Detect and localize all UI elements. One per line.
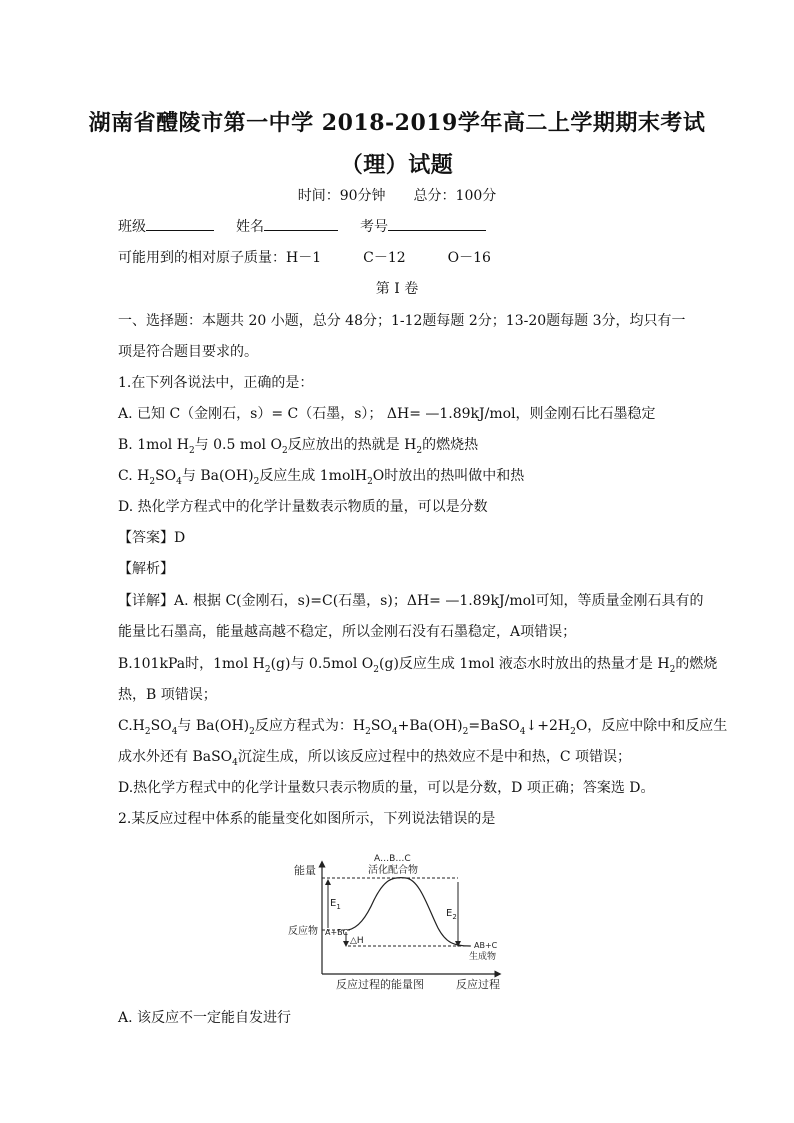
energy-diagram [288,848,510,998]
complex-label: 活化配合物 [368,865,418,876]
q1-detail-b-2: 热，B 项错误； [118,687,217,703]
e1-label: $E_1$ [330,898,341,911]
class-label: 班级 [118,219,146,235]
product-label: 生成物 [469,952,497,962]
number-label: 考号 [360,219,388,235]
reactant-label: 反应物 [288,926,318,937]
name-blank[interactable] [264,216,338,231]
product-formula: AB+C [474,941,498,950]
q1-option-a: A. 已知 C（金刚石，s）= C（石墨，s）； ΔH= —1.89kJ/mol，则金刚石比石墨稳定 [118,406,656,422]
dh-label: △H [350,936,364,946]
energy-diagram-svg [288,848,510,998]
q1-answer: 【答案】D [118,530,186,546]
class-blank[interactable] [146,216,214,231]
q1-detail-c-2: 成水外还有 BaSO$_4$沉淀生成，所以该反应过程中的热效应不是中和热，C 项错误； [118,749,632,768]
exam-title-line-1: 湖南省醴陵市第一中学 2018-2019学年高二上学期期末考试 [88,110,706,136]
q1-analysis-label: 【解析】 [118,561,174,577]
q1-option-b: B. 1mol $H_2$与 0.5 mol $O_2$反应放出的热就是 $H_2$的燃烧热 [118,437,479,456]
e2-label: $E_2$ [446,908,457,921]
top-label: A…B…C [374,854,411,864]
figure-caption: 反应过程的能量图 [336,978,424,991]
q1-detail-a-2: 能量比石墨高，能量越高越不稳定，所以金刚石没有石墨稳定，A项错误； [118,624,577,640]
y-axis-label: 能量 [294,864,316,877]
q1-detail-a-1: 【详解】A. 根据 C(金刚石，s)=C(石墨，s)；ΔH= —1.89kJ/mol可知，等质量金刚石具有的 [118,593,704,609]
reactant-formula: A+BC [325,928,349,937]
q1-stem: 1.在下列各说法中，正确的是： [118,375,314,391]
time-info: 时间：90分钟 总分：100分 [297,188,497,204]
q2-stem: 2.某反应过程中体系的能量变化如图所示，下列说法错误的是 [118,811,496,827]
q1-detail-c-1: $C.H_2SO_4$与 $Ba(OH)_2$反应方程式为：$H_2SO_4+Ba(OH)_2=BaSO_4↓+2H_2O$，反应中除中和反应生 [118,718,728,737]
q1-detail-d: D.热化学方程式中的化学计量数只表示物质的量，可以是分数，D 项正确；答案选 D。 [118,780,655,796]
x-axis-label: 反应过程 [456,978,500,991]
student-info-fields [118,216,678,237]
volume-heading: 第 I 卷 [375,281,419,297]
exam-title-line-2: （理）试题 [340,152,454,178]
q2-option-a: A. 该反应不一定能自发进行 [118,1010,292,1026]
q1-option-c: C. $H_2SO_4$与 $Ba(OH)_2$反应生成 1molH$_2$O时放出的热叫做中和热 [118,468,525,487]
number-blank[interactable] [388,216,486,231]
section-instructions-2: 项是符合题目要求的。 [118,344,258,360]
q1-option-d: D. 热化学方程式中的化学计量数表示物质的量，可以是分数 [118,499,488,515]
name-label: 姓名 [236,219,264,235]
atomic-mass-note: 可能用到的相对原子质量：H－1 C－12 O－16 [118,250,491,266]
q1-detail-b-1: B.101kPa时，1mol $H_2(g)$与 0.5mol $O_2(g)$反应生成 1mol 液态水时放出的热量才是 $H_2$的燃烧 [118,656,718,675]
section-instructions-1: 一、选择题：本题共 20 小题，总分 48分；1-12题每题 2分；13-20题每题 3分，均只有一 [118,313,686,329]
